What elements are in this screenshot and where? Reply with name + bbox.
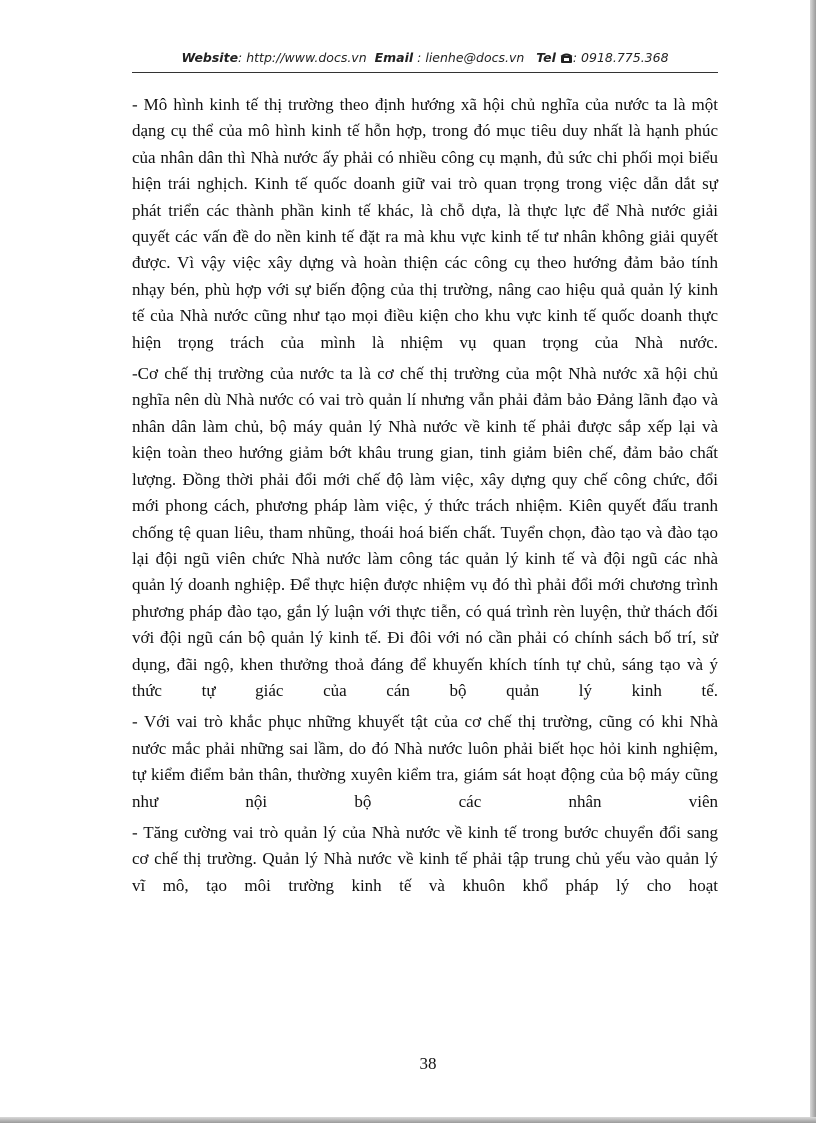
email-label: Email — [374, 50, 414, 65]
paragraph-3: - Với vai trò khắc phục những khuyết tật của cơ chế thị trường, cũng có khi Nhà nước mắc phải những sai lầm, do đó Nhà nước luôn phải biết học hỏi kinh nghiệm, tự kiểm điểm bản thân, thường xuyên kiểm tra, giám sát hoạt động của bộ máy cũng như nội bộ các nhân viên — [132, 712, 718, 811]
phone-icon — [560, 52, 573, 64]
email-value: : lienhe@docs.vn — [417, 50, 525, 65]
body-text — [132, 92, 718, 904]
tel-value: : 0918.775.368 — [572, 50, 669, 65]
paragraph-2: -Cơ chế thị trường của nước ta là cơ chế thị trường của một Nhà nước xã hội chủ nghĩa nên dù Nhà nước có vai trò quản lí nhưng vẫn phải đảm bảo Đảng lãnh đạo và nhân dân làm chủ, bộ máy quản lý Nhà nước về kinh tế phải được sắp xếp lại và kiện toàn theo hướng giảm bớt khâu trung gian, tinh giảm biên chế, đảm bảo chất lượng. Đồng thời phải đổi mới chế độ làm việc, xây dựng quy chế công chức, đổi mới phong cách, phương pháp làm việc, ý thức trách nhiệm. Kiên quyết đấu tranh chống tệ quan liêu, tham nhũng, thoái hoá biến chất. Tuyển chọn, đào tạo và đào tạo lại đội ngũ viên chức Nhà nước làm công tác quản lý kinh tế và đội ngũ các nhà quản lý doanh nghiệp. Để thực hiện được nhiệm vụ đó thì phải đổi mới chương trình phương pháp đào tạo, gắn lý luận với thực tiễn, có quá trình rèn luyện, thử thách đối với đội ngũ cán bộ quản lý kinh tế. Đi đôi với nó cần phải có chính sách bố trí, sử dụng, đãi ngộ, khen thưởng thoả đáng để khuyến khích tính tự chủ, sáng tạo và ý thức tự giác của cán bộ quản lý kinh tế. — [132, 364, 718, 700]
header-rule — [132, 72, 718, 73]
paragraph-4: - Tăng cường vai trò quản lý của Nhà nước về kinh tế trong bước chuyển đổi sang cơ chế thị trường. Quản lý Nhà nước về kinh tế phải tập trung chủ yếu vào quản lý vĩ mô, tạo môi trường kinh tế và khuôn khổ pháp lý cho hoạt — [132, 822, 718, 895]
page-header — [132, 50, 718, 65]
website-value: : http://www.docs.vn — [238, 50, 367, 65]
page-number: 38 — [419, 1054, 437, 1073]
page-edge-shadow-bottom — [0, 1117, 816, 1123]
tel-label: Tel — [536, 50, 556, 65]
paragraph-1: - Mô hình kinh tế thị trường theo định hướng xã hội chủ nghĩa của nước ta là một dạng cụ thể của mô hình kinh tế hỗn hợp, trong đó mục tiêu duy nhất là hạnh phúc của nhân dân thì Nhà nước ấy phải có nhiều công cụ mạnh, đủ sức chi phối mọi biểu hiện trái nghịch. Kinh tế quốc doanh giữ vai trò quan trọng trong việc dẫn dắt sự phát triển các thành phần kinh tế khác, là chỗ dựa, là thực lực để Nhà nước giải quyết các vấn đề do nền kinh tế đặt ra mà khu vực kinh tế tư nhân không giải quyết được. Vì vậy việc xây dựng và hoàn thiện các công cụ theo hướng đảm bảo tính nhạy bén, phù hợp với sự biến động của thị trường, nâng cao hiệu quả quản lý kinh tế của Nhà nước cũng như tạo mọi điều kiện cho khu vực kinh tế quốc doanh thực hiện trọng trách của mình là nhiệm vụ quan trọng của Nhà nước. — [132, 95, 718, 352]
page-edge-shadow-right — [810, 0, 816, 1123]
website-label: Website — [181, 50, 239, 65]
